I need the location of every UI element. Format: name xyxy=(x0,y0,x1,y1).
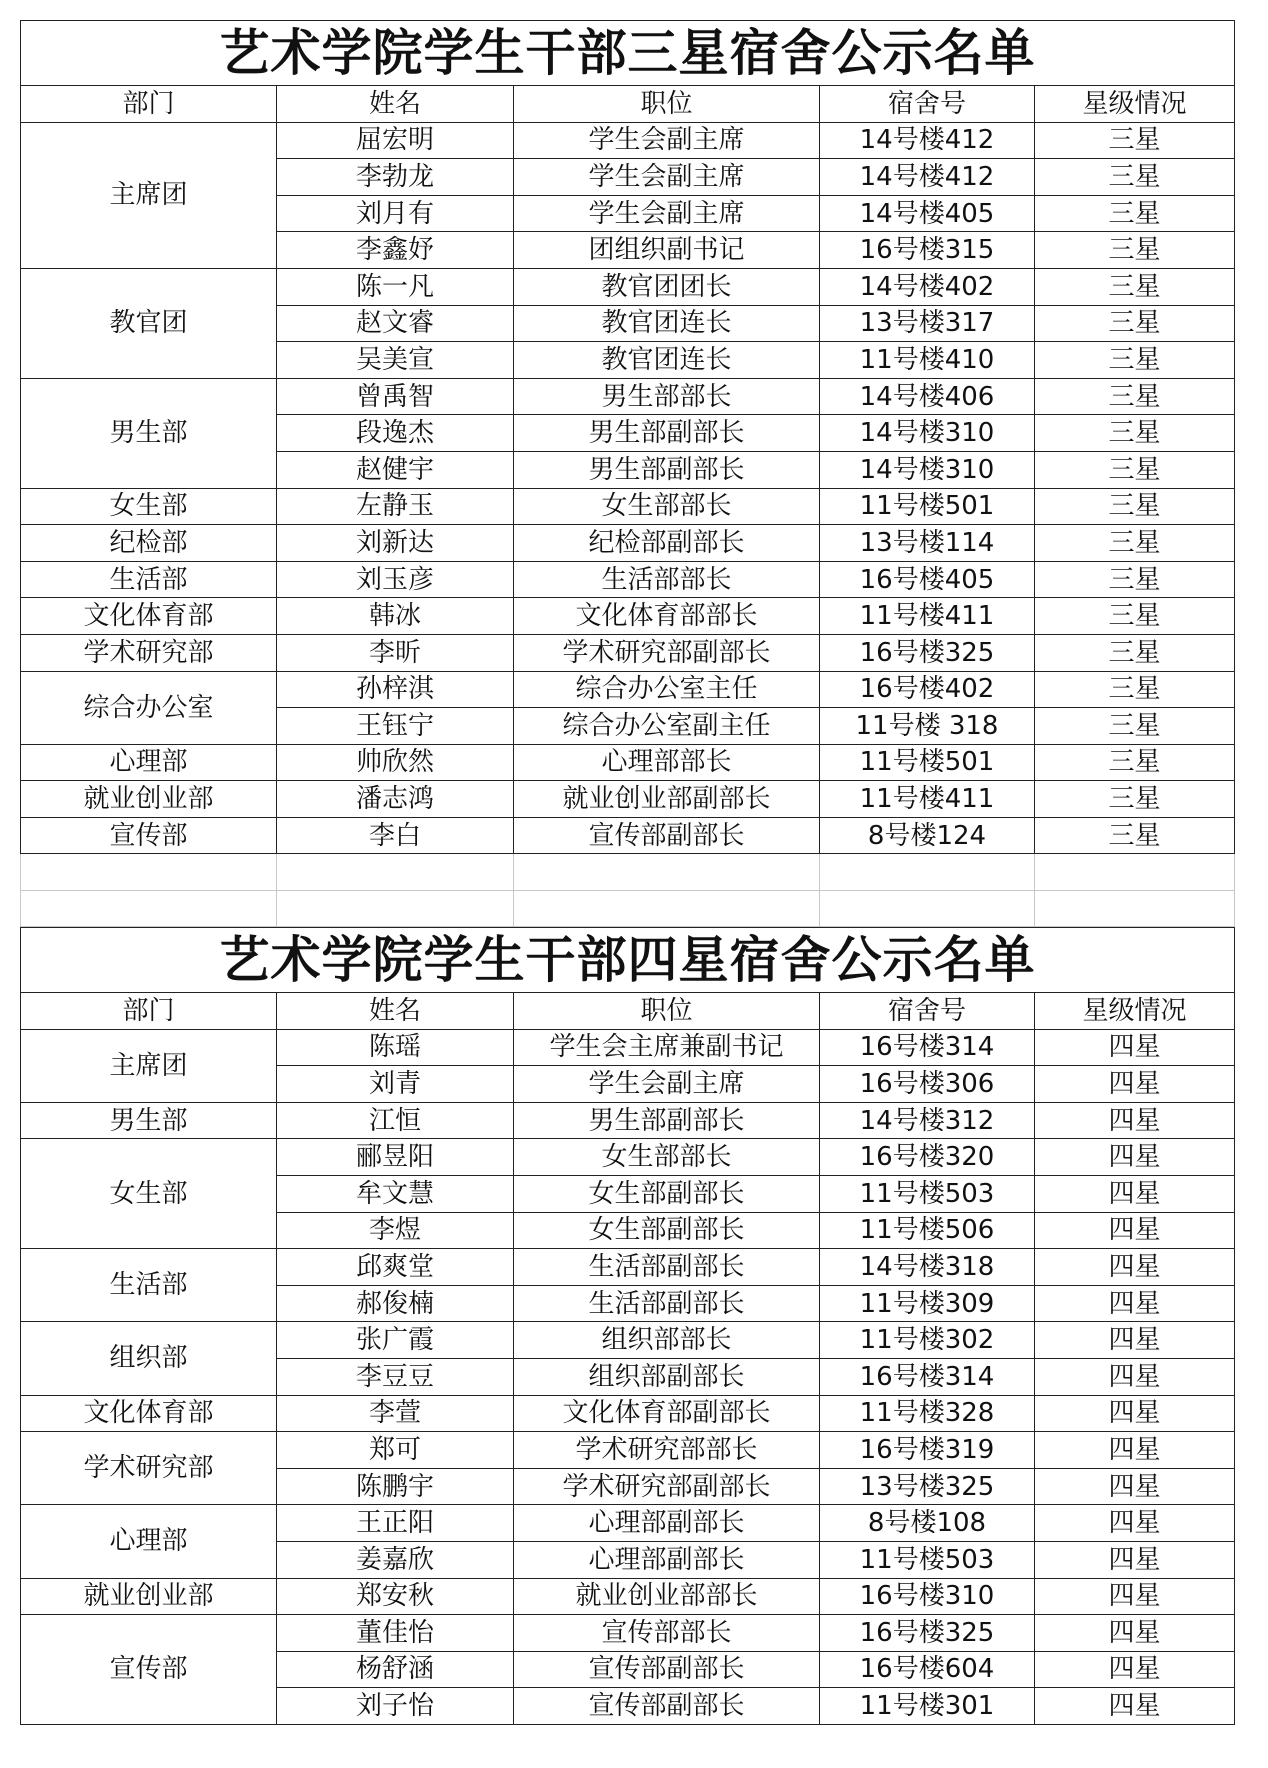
four-star-table xyxy=(20,927,1235,1725)
sheet-title: 艺术学院学生干部三星宿舍公示名单 xyxy=(21,21,1235,86)
star-level-cell: 三星 xyxy=(1035,744,1235,781)
table-row xyxy=(21,817,1235,854)
dorm-cell: 11号楼503 xyxy=(820,1175,1035,1212)
name-cell: 陈一凡 xyxy=(277,268,514,305)
department-cell: 纪检部 xyxy=(21,525,277,562)
table-row xyxy=(21,598,1235,635)
name-cell: 郦昱阳 xyxy=(277,1139,514,1176)
star-level-cell: 三星 xyxy=(1035,598,1235,635)
name-cell: 刘月有 xyxy=(277,195,514,232)
four-star-roster xyxy=(20,927,1234,1725)
dorm-cell: 11号楼501 xyxy=(820,488,1035,525)
star-level-cell: 三星 xyxy=(1035,268,1235,305)
name-cell: 赵健宇 xyxy=(277,451,514,488)
dorm-cell: 16号楼314 xyxy=(820,1358,1035,1395)
table-row xyxy=(21,1578,1235,1615)
star-level-cell: 四星 xyxy=(1035,1285,1235,1322)
department-cell: 文化体育部 xyxy=(21,598,277,635)
name-cell: 段逸杰 xyxy=(277,415,514,452)
name-cell: 帅欣然 xyxy=(277,744,514,781)
star-level-cell: 四星 xyxy=(1035,1212,1235,1249)
table-row xyxy=(21,1102,1235,1139)
table-row xyxy=(21,378,1235,415)
position-cell: 学生会副主席 xyxy=(514,122,820,159)
department-cell: 综合办公室 xyxy=(21,671,277,744)
position-cell: 学生会主席兼副书记 xyxy=(514,1029,820,1066)
department-cell: 文化体育部 xyxy=(21,1395,277,1432)
dorm-cell: 14号楼310 xyxy=(820,415,1035,452)
dorm-cell: 16号楼604 xyxy=(820,1651,1035,1688)
table-row xyxy=(21,561,1235,598)
name-cell: 牟文慧 xyxy=(277,1175,514,1212)
dorm-cell: 14号楼412 xyxy=(820,122,1035,159)
star-level-cell: 三星 xyxy=(1035,232,1235,269)
name-cell: 刘子怡 xyxy=(277,1688,514,1725)
table-row xyxy=(21,1322,1235,1359)
department-cell: 心理部 xyxy=(21,744,277,781)
dorm-cell: 16号楼402 xyxy=(820,671,1035,708)
star-level-cell: 四星 xyxy=(1035,1175,1235,1212)
position-cell: 宣传部副部长 xyxy=(514,1688,820,1725)
name-cell: 江恒 xyxy=(277,1102,514,1139)
position-cell: 女生部部长 xyxy=(514,1139,820,1176)
name-cell: 张广霞 xyxy=(277,1322,514,1359)
dorm-cell: 13号楼114 xyxy=(820,525,1035,562)
star-level-cell: 四星 xyxy=(1035,1029,1235,1066)
star-level-cell: 三星 xyxy=(1035,122,1235,159)
column-header: 职位 xyxy=(514,993,820,1030)
dorm-cell: 14号楼406 xyxy=(820,378,1035,415)
column-header: 职位 xyxy=(514,86,820,123)
department-cell: 学术研究部 xyxy=(21,1432,277,1505)
star-level-cell: 三星 xyxy=(1035,671,1235,708)
column-header: 姓名 xyxy=(277,993,514,1030)
position-cell: 男生部部长 xyxy=(514,378,820,415)
star-level-cell: 四星 xyxy=(1035,1505,1235,1542)
position-cell: 生活部部长 xyxy=(514,561,820,598)
name-cell: 杨舒涵 xyxy=(277,1651,514,1688)
star-level-cell: 四星 xyxy=(1035,1322,1235,1359)
star-level-cell: 三星 xyxy=(1035,488,1235,525)
name-cell: 孙梓淇 xyxy=(277,671,514,708)
position-cell: 男生部副部长 xyxy=(514,415,820,452)
star-level-cell: 三星 xyxy=(1035,634,1235,671)
star-level-cell: 四星 xyxy=(1035,1102,1235,1139)
position-cell: 心理部副部长 xyxy=(514,1541,820,1578)
position-cell: 学生会副主席 xyxy=(514,1066,820,1103)
empty-spreadsheet-gap xyxy=(20,854,1234,927)
table-row xyxy=(21,1029,1235,1066)
name-cell: 李勃龙 xyxy=(277,159,514,196)
dorm-cell: 8号楼108 xyxy=(820,1505,1035,1542)
name-cell: 屈宏明 xyxy=(277,122,514,159)
dorm-cell: 11号楼503 xyxy=(820,1541,1035,1578)
department-cell: 女生部 xyxy=(21,488,277,525)
table-row xyxy=(21,1139,1235,1176)
dorm-cell: 14号楼310 xyxy=(820,451,1035,488)
column-header: 姓名 xyxy=(277,86,514,123)
table-row xyxy=(21,1432,1235,1469)
position-cell: 团组织副书记 xyxy=(514,232,820,269)
star-level-cell: 三星 xyxy=(1035,415,1235,452)
dorm-cell: 16号楼315 xyxy=(820,232,1035,269)
position-cell: 宣传部副部长 xyxy=(514,1651,820,1688)
star-level-cell: 三星 xyxy=(1035,305,1235,342)
star-level-cell: 四星 xyxy=(1035,1688,1235,1725)
column-header: 宿舍号 xyxy=(820,993,1035,1030)
position-cell: 学生会副主席 xyxy=(514,159,820,196)
department-cell: 主席团 xyxy=(21,122,277,268)
department-cell: 女生部 xyxy=(21,1139,277,1249)
name-cell: 刘玉彦 xyxy=(277,561,514,598)
name-cell: 吴美宣 xyxy=(277,342,514,379)
dorm-cell: 16号楼325 xyxy=(820,1615,1035,1652)
table-row xyxy=(21,1505,1235,1542)
star-level-cell: 三星 xyxy=(1035,781,1235,818)
dorm-cell: 11号楼309 xyxy=(820,1285,1035,1322)
position-cell: 女生部副部长 xyxy=(514,1212,820,1249)
star-level-cell: 三星 xyxy=(1035,159,1235,196)
star-level-cell: 四星 xyxy=(1035,1651,1235,1688)
star-level-cell: 三星 xyxy=(1035,195,1235,232)
position-cell: 就业创业部部长 xyxy=(514,1578,820,1615)
table-row xyxy=(21,1395,1235,1432)
department-cell: 男生部 xyxy=(21,378,277,488)
dorm-cell: 11号楼302 xyxy=(820,1322,1035,1359)
dorm-cell: 11号楼 318 xyxy=(820,708,1035,745)
sheet-title: 艺术学院学生干部四星宿舍公示名单 xyxy=(21,928,1235,993)
name-cell: 董佳怡 xyxy=(277,1615,514,1652)
star-level-cell: 三星 xyxy=(1035,451,1235,488)
name-cell: 李煜 xyxy=(277,1212,514,1249)
name-cell: 曾禹智 xyxy=(277,378,514,415)
dorm-cell: 11号楼411 xyxy=(820,781,1035,818)
name-cell: 陈鹏宇 xyxy=(277,1468,514,1505)
table-row xyxy=(21,488,1235,525)
star-level-cell: 四星 xyxy=(1035,1541,1235,1578)
table-row xyxy=(21,781,1235,818)
dorm-cell: 13号楼325 xyxy=(820,1468,1035,1505)
title-row xyxy=(21,928,1235,993)
dorm-cell: 11号楼328 xyxy=(820,1395,1035,1432)
dorm-cell: 16号楼319 xyxy=(820,1432,1035,1469)
dorm-cell: 14号楼405 xyxy=(820,195,1035,232)
name-cell: 韩冰 xyxy=(277,598,514,635)
position-cell: 男生部副部长 xyxy=(514,451,820,488)
position-cell: 综合办公室主任 xyxy=(514,671,820,708)
column-header: 部门 xyxy=(21,993,277,1030)
table-row xyxy=(21,634,1235,671)
star-level-cell: 四星 xyxy=(1035,1578,1235,1615)
position-cell: 心理部副部长 xyxy=(514,1505,820,1542)
position-cell: 生活部副部长 xyxy=(514,1249,820,1286)
column-header: 部门 xyxy=(21,86,277,123)
name-cell: 李萱 xyxy=(277,1395,514,1432)
title-row xyxy=(21,21,1235,86)
position-cell: 文化体育部部长 xyxy=(514,598,820,635)
name-cell: 李豆豆 xyxy=(277,1358,514,1395)
star-level-cell: 三星 xyxy=(1035,378,1235,415)
column-header: 宿舍号 xyxy=(820,86,1035,123)
star-level-cell: 四星 xyxy=(1035,1139,1235,1176)
name-cell: 李昕 xyxy=(277,634,514,671)
table-row xyxy=(21,525,1235,562)
dorm-cell: 11号楼410 xyxy=(820,342,1035,379)
column-header: 星级情况 xyxy=(1035,86,1235,123)
dorm-cell: 16号楼310 xyxy=(820,1578,1035,1615)
position-cell: 教官团连长 xyxy=(514,342,820,379)
name-cell: 郑可 xyxy=(277,1432,514,1469)
name-cell: 姜嘉欣 xyxy=(277,1541,514,1578)
department-cell: 就业创业部 xyxy=(21,1578,277,1615)
position-cell: 组织部部长 xyxy=(514,1322,820,1359)
header-row xyxy=(21,993,1235,1030)
dorm-cell: 8号楼124 xyxy=(820,817,1035,854)
department-cell: 主席团 xyxy=(21,1029,277,1102)
department-cell: 宣传部 xyxy=(21,817,277,854)
position-cell: 学术研究部部长 xyxy=(514,1432,820,1469)
name-cell: 李白 xyxy=(277,817,514,854)
dorm-cell: 13号楼317 xyxy=(820,305,1035,342)
three-star-table xyxy=(20,20,1235,854)
table-row xyxy=(21,122,1235,159)
dorm-cell: 11号楼501 xyxy=(820,744,1035,781)
header-row xyxy=(21,86,1235,123)
position-cell: 纪检部副部长 xyxy=(514,525,820,562)
table-row xyxy=(21,268,1235,305)
department-cell: 教官团 xyxy=(21,268,277,378)
position-cell: 男生部副部长 xyxy=(514,1102,820,1139)
position-cell: 教官团团长 xyxy=(514,268,820,305)
department-cell: 学术研究部 xyxy=(21,634,277,671)
position-cell: 心理部部长 xyxy=(514,744,820,781)
star-level-cell: 三星 xyxy=(1035,342,1235,379)
dorm-cell: 14号楼402 xyxy=(820,268,1035,305)
dorm-cell: 11号楼301 xyxy=(820,1688,1035,1725)
name-cell: 王钰宁 xyxy=(277,708,514,745)
name-cell: 李鑫妤 xyxy=(277,232,514,269)
star-level-cell: 三星 xyxy=(1035,708,1235,745)
dorm-cell: 16号楼314 xyxy=(820,1029,1035,1066)
name-cell: 左静玉 xyxy=(277,488,514,525)
position-cell: 就业创业部副部长 xyxy=(514,781,820,818)
position-cell: 组织部副部长 xyxy=(514,1358,820,1395)
department-cell: 组织部 xyxy=(21,1322,277,1395)
dorm-cell: 16号楼320 xyxy=(820,1139,1035,1176)
name-cell: 赵文睿 xyxy=(277,305,514,342)
name-cell: 郝俊楠 xyxy=(277,1285,514,1322)
position-cell: 综合办公室副主任 xyxy=(514,708,820,745)
department-cell: 生活部 xyxy=(21,1249,277,1322)
star-level-cell: 四星 xyxy=(1035,1468,1235,1505)
star-level-cell: 三星 xyxy=(1035,817,1235,854)
column-header: 星级情况 xyxy=(1035,993,1235,1030)
department-cell: 生活部 xyxy=(21,561,277,598)
position-cell: 女生部副部长 xyxy=(514,1175,820,1212)
dorm-cell: 14号楼318 xyxy=(820,1249,1035,1286)
department-cell: 就业创业部 xyxy=(21,781,277,818)
position-cell: 学生会副主席 xyxy=(514,195,820,232)
dorm-cell: 16号楼306 xyxy=(820,1066,1035,1103)
three-star-roster xyxy=(20,20,1234,854)
name-cell: 潘志鸿 xyxy=(277,781,514,818)
department-cell: 男生部 xyxy=(21,1102,277,1139)
position-cell: 学术研究部副部长 xyxy=(514,1468,820,1505)
dorm-cell: 16号楼405 xyxy=(820,561,1035,598)
dorm-cell: 16号楼325 xyxy=(820,634,1035,671)
name-cell: 刘青 xyxy=(277,1066,514,1103)
table-row xyxy=(21,1615,1235,1652)
position-cell: 文化体育部副部长 xyxy=(514,1395,820,1432)
table-row xyxy=(21,671,1235,708)
star-level-cell: 四星 xyxy=(1035,1066,1235,1103)
dorm-cell: 14号楼312 xyxy=(820,1102,1035,1139)
star-level-cell: 三星 xyxy=(1035,525,1235,562)
dorm-cell: 11号楼506 xyxy=(820,1212,1035,1249)
star-level-cell: 三星 xyxy=(1035,561,1235,598)
position-cell: 宣传部部长 xyxy=(514,1615,820,1652)
department-cell: 宣传部 xyxy=(21,1615,277,1725)
dorm-cell: 11号楼411 xyxy=(820,598,1035,635)
position-cell: 生活部副部长 xyxy=(514,1285,820,1322)
name-cell: 郑安秋 xyxy=(277,1578,514,1615)
name-cell: 刘新达 xyxy=(277,525,514,562)
position-cell: 宣传部副部长 xyxy=(514,817,820,854)
department-cell: 心理部 xyxy=(21,1505,277,1578)
name-cell: 邱爽堂 xyxy=(277,1249,514,1286)
star-level-cell: 四星 xyxy=(1035,1249,1235,1286)
table-row xyxy=(21,1249,1235,1286)
name-cell: 王正阳 xyxy=(277,1505,514,1542)
star-level-cell: 四星 xyxy=(1035,1358,1235,1395)
position-cell: 女生部部长 xyxy=(514,488,820,525)
position-cell: 学术研究部副部长 xyxy=(514,634,820,671)
star-level-cell: 四星 xyxy=(1035,1615,1235,1652)
star-level-cell: 四星 xyxy=(1035,1432,1235,1469)
name-cell: 陈瑶 xyxy=(277,1029,514,1066)
dorm-cell: 14号楼412 xyxy=(820,159,1035,196)
position-cell: 教官团连长 xyxy=(514,305,820,342)
star-level-cell: 四星 xyxy=(1035,1395,1235,1432)
table-row xyxy=(21,744,1235,781)
